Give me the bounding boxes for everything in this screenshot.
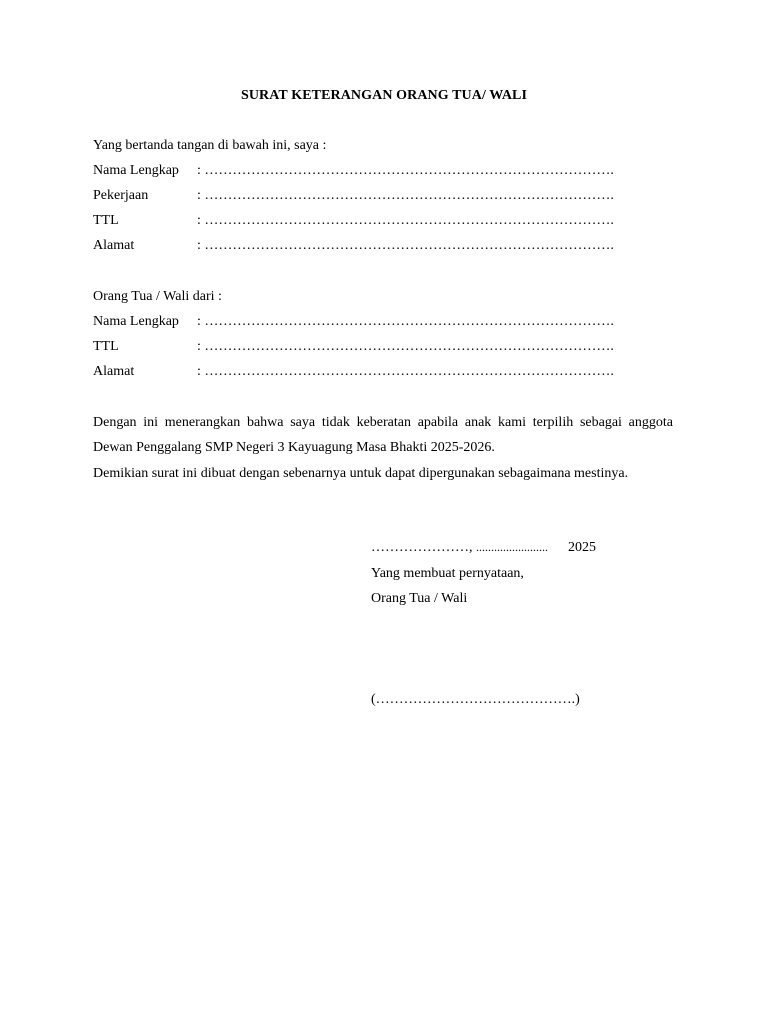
field-label: TTL bbox=[93, 339, 119, 354]
field-dots: : ……………………………………………………………………………. bbox=[197, 163, 614, 178]
field-label: Alamat bbox=[93, 238, 135, 253]
place-dots: …………………, bbox=[371, 540, 476, 555]
field-label: Nama Lengkap bbox=[93, 163, 179, 178]
signature-date-line bbox=[371, 540, 596, 556]
field-label: Alamat bbox=[93, 364, 135, 379]
child-field-name bbox=[93, 314, 673, 330]
signature-made-by: Yang membuat pernyataan, bbox=[371, 566, 524, 581]
field-dots: : ……………………………………………………………………………. bbox=[197, 213, 614, 228]
child-field-birth bbox=[93, 339, 673, 355]
document-title: SURAT KETERANGAN ORANG TUA/ WALI bbox=[240, 88, 528, 103]
statement-paragraph: Dengan ini menerangkan bahwa saya tidak keberatan apabila anak kami terpilih sebagai anggota Dewan Penggalang SMP Negeri 3 Kayuagung Masa Bhakti 2025-2026. bbox=[93, 415, 673, 455]
parent-field-birth bbox=[93, 213, 673, 229]
closing-paragraph: Demikian surat ini dibuat dengan sebenarnya untuk dapat dipergunakan sebagaimana mestinya. bbox=[93, 466, 629, 481]
parent-field-name bbox=[93, 163, 673, 179]
field-label: TTL bbox=[93, 213, 119, 228]
field-dots: : ……………………………………………………………………………. bbox=[197, 188, 614, 203]
field-dots: : ……………………………………………………………………………. bbox=[197, 339, 614, 354]
field-dots: : ……………………………………………………………………………. bbox=[197, 314, 614, 329]
date-dots: ........................ bbox=[476, 540, 548, 554]
child-field-address bbox=[93, 364, 673, 380]
signature-year: 2025 bbox=[568, 540, 596, 555]
intro-text: Yang bertanda tangan di bawah ini, saya : bbox=[93, 138, 327, 153]
child-intro-text: Orang Tua / Wali dari : bbox=[93, 289, 222, 304]
field-label: Pekerjaan bbox=[93, 188, 149, 203]
field-label: Nama Lengkap bbox=[93, 314, 179, 329]
parent-field-address bbox=[93, 238, 673, 254]
signature-role: Orang Tua / Wali bbox=[371, 591, 468, 606]
signature-name-placeholder: (…………………………………….) bbox=[371, 692, 580, 707]
field-dots: : ……………………………………………………………………………. bbox=[197, 238, 614, 253]
field-dots: : ……………………………………………………………………………. bbox=[197, 364, 614, 379]
parent-field-occupation bbox=[93, 188, 673, 204]
